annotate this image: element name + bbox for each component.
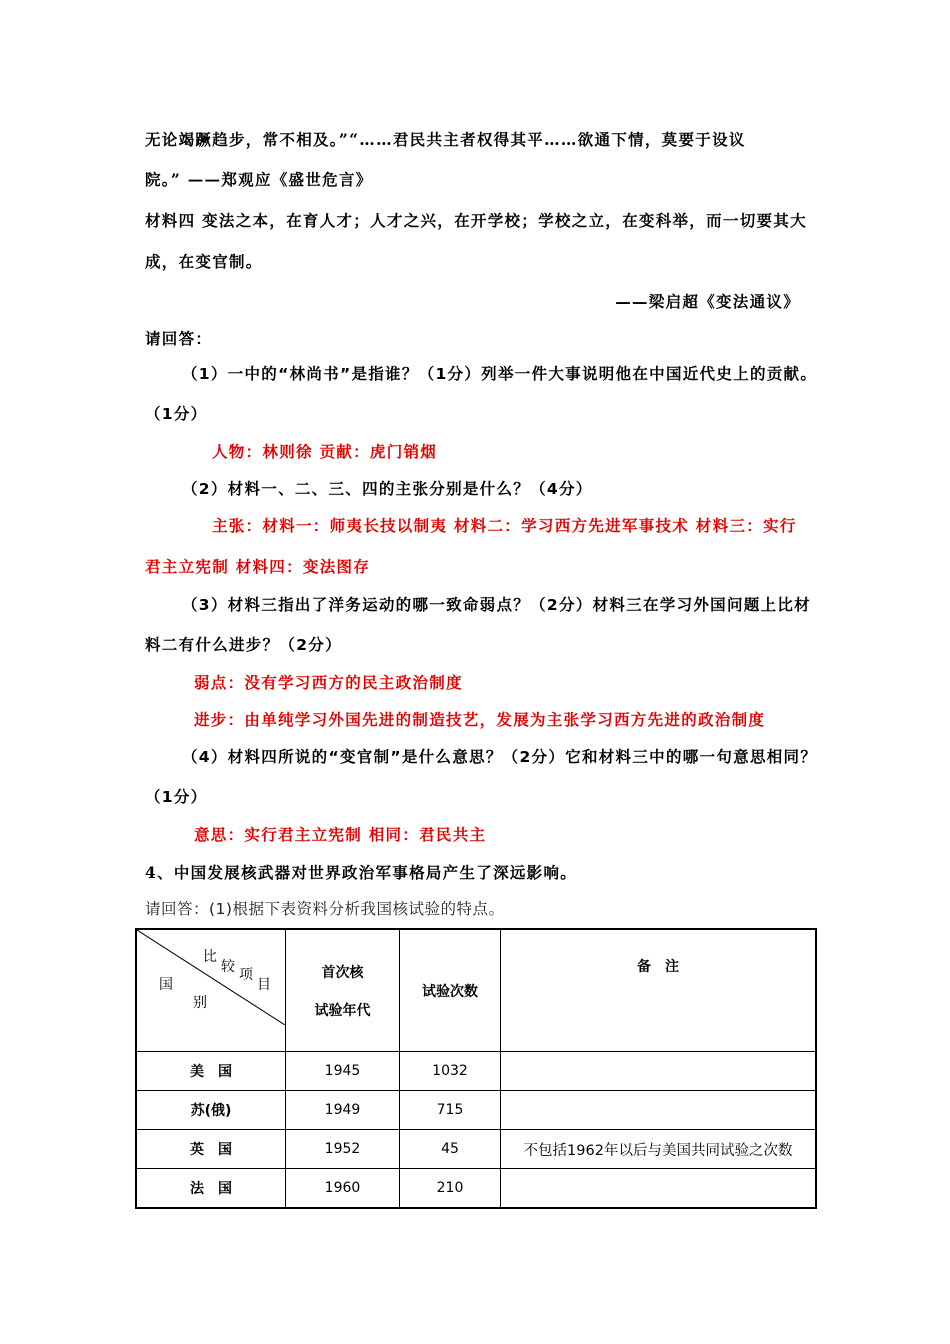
header-first-test-line1: 首次核 xyxy=(321,964,364,981)
table-row xyxy=(136,1169,816,1209)
nuclear-test-table xyxy=(135,928,817,1209)
answer-2-cont: 君主立宪制 材料四：变法图存 xyxy=(145,558,371,576)
note-cell: 不包括1962年以后与美国共同试验之次数 xyxy=(501,1130,817,1169)
section-4-heading: 4、中国发展核武器对世界政治军事格局产生了深远影响。 xyxy=(145,863,578,882)
corner-char: 比 xyxy=(203,949,217,965)
count-cell: 1032 xyxy=(400,1052,501,1091)
corner-char: 国 xyxy=(159,977,173,993)
diagonal-header-cell xyxy=(136,929,286,1052)
corner-char: 目 xyxy=(257,977,271,993)
count-cell: 45 xyxy=(400,1130,501,1169)
material-four-line: 材料四 变法之本，在育人才；人才之兴，在开学校；学校之立，在变科举，而一切要其大 xyxy=(145,211,807,230)
answer-3-progress: 进步：由单纯学习外国先进的制造技艺，发展为主张学习西方先进的政治制度 xyxy=(194,711,766,729)
country-cell: 英 国 xyxy=(136,1130,286,1169)
material-four-line: 成，在变官制。 xyxy=(145,252,263,271)
note-cell xyxy=(501,1091,817,1130)
corner-char: 项 xyxy=(239,967,253,983)
corner-char: 较 xyxy=(221,959,235,975)
count-cell: 210 xyxy=(400,1169,501,1209)
prompt-label: 请回答： xyxy=(145,330,213,348)
answer-3-weakness: 弱点：没有学习西方的民主政治制度 xyxy=(194,674,463,692)
corner-char: 别 xyxy=(193,995,207,1011)
note-cell xyxy=(501,1169,817,1209)
country-cell: 法 国 xyxy=(136,1169,286,1209)
table-row xyxy=(136,1052,816,1091)
question-3: （3）材料三指出了洋务运动的哪一致命弱点？（2分）材料三在学习外国问题上比材 xyxy=(182,596,811,614)
count-cell: 715 xyxy=(400,1091,501,1130)
paragraph-line: 无论竭蹶趋步，常不相及。”“……君民共主者权得其平……欲通下情，莫要于设议 xyxy=(145,130,746,149)
year-cell: 1960 xyxy=(286,1169,400,1209)
country-cell: 美 国 xyxy=(136,1052,286,1091)
question-4: （4）材料四所说的“变官制”是什么意思？（2分）它和材料三中的哪一句意思相同？ xyxy=(182,748,818,766)
table-row xyxy=(136,1130,816,1169)
answer-2: 主张：材料一：师夷长技以制夷 材料二：学习西方先进军事技术 材料三：实行 xyxy=(212,517,797,535)
question-3-cont: 料二有什么进步？（2分） xyxy=(145,636,342,654)
country-cell: 苏(俄) xyxy=(136,1091,286,1130)
table-header-row xyxy=(136,929,816,1052)
answer-1: 人物：林则徐 贡献：虎门销烟 xyxy=(212,443,438,461)
question-2: （2）材料一、二、三、四的主张分别是什么？（4分） xyxy=(182,480,593,498)
year-cell: 1945 xyxy=(286,1052,400,1091)
header-first-test-line2: 试验年代 xyxy=(314,1002,371,1019)
citation-line: ——梁启超《变法通议》 xyxy=(615,293,800,311)
note-cell xyxy=(501,1052,817,1091)
section-4-prompt: 请回答：(1)根据下表资料分析我国核试验的特点。 xyxy=(145,900,505,918)
header-count: 试验次数 xyxy=(400,929,501,1052)
question-1: （1）一中的“林尚书”是指谁？（1分）列举一件大事说明他在中国近代史上的贡献。 xyxy=(182,365,818,383)
citation-line: 院。” ——郑观应《盛世危言》 xyxy=(145,170,373,189)
question-4-cont: （1分） xyxy=(145,788,208,806)
year-cell: 1949 xyxy=(286,1091,400,1130)
header-first-test xyxy=(286,929,400,1052)
header-note: 备 注 xyxy=(501,929,817,1052)
question-1-cont: （1分） xyxy=(145,405,208,423)
year-cell: 1952 xyxy=(286,1130,400,1169)
answer-4: 意思：实行君主立宪制 相同：君民共主 xyxy=(194,826,487,844)
table-row xyxy=(136,1091,816,1130)
